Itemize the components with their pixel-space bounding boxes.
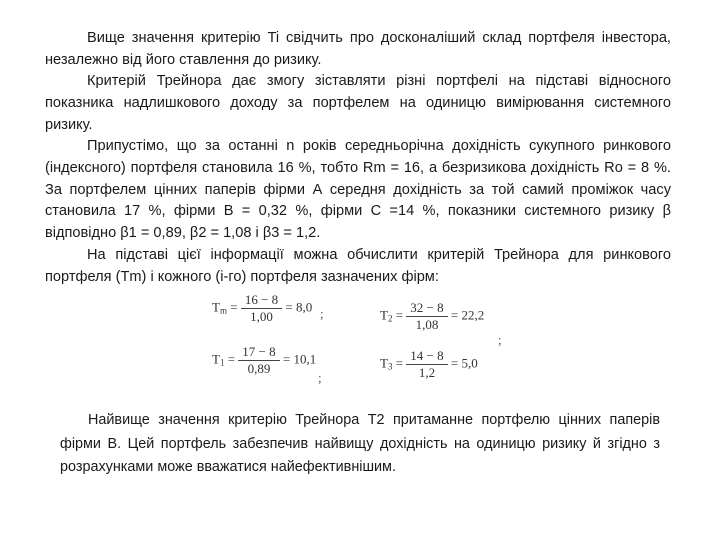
formula-t1: $T_1$ = $\frac{17 - 8}{0,89}$ = 10,1 xyxy=(212,344,317,376)
separator-2: ; xyxy=(498,332,502,347)
formula-tm: $T_m$ = $\frac{16 - 8}{1,00}$ = 8,0 xyxy=(212,292,313,324)
paragraph-5: Найвище значення критерію Трейнора Т2 притаманне портфелю цінних паперів фірми В. Цей портфель забезпечив найвищу дохідність на одиницю ризику й згідно з розрахунками може вважатися найефективнішим. xyxy=(60,412,660,475)
paragraph-1: Вище значення критерію Ti свідчить про досконаліший склад портфеля інвестора, незалежно від його ставлення до ризику. xyxy=(45,30,671,68)
separator-1: ; xyxy=(320,306,324,321)
paragraph-4: На підставі цієї інформації можна обчислити критерій Трейнора для ринкового портфеля (Tm) і кожного (і-го) портфеля зазначених фірм: xyxy=(45,247,671,285)
formula-t2: $T_2$ = $\frac{32 - 8}{1,08}$ = 22,2 xyxy=(380,300,485,332)
formula-t3: $T_3$ = $\frac{14 - 8}{1,2}$ = 5,0 xyxy=(380,348,478,380)
separator-3: ; xyxy=(318,370,322,385)
paragraph-3: Припустімо, що за останні n років середньорічна дохідність сукупного ринкового (індексного) портфеля становила 16 %, тобто Rm = 16, а безризикова дохідність Ro = 8 %. За портфелем цінних паперів фірми А середня дохідність за той самий проміжок часу становила 17 %, фірми В = 0,32 %, фірми С =14 %, показники системного ризику β відповідно β1 = 0,89, β2 = 1,08 і β3 = 1,2. xyxy=(45,138,671,242)
paragraph-2: Критерій Трейнора дає змогу зіставляти різні портфелі на підставі відносного показника надлишкового доходу за портфелем на одиницю вимірювання системного ризику. xyxy=(45,73,671,133)
treynor-formulas xyxy=(200,292,530,392)
